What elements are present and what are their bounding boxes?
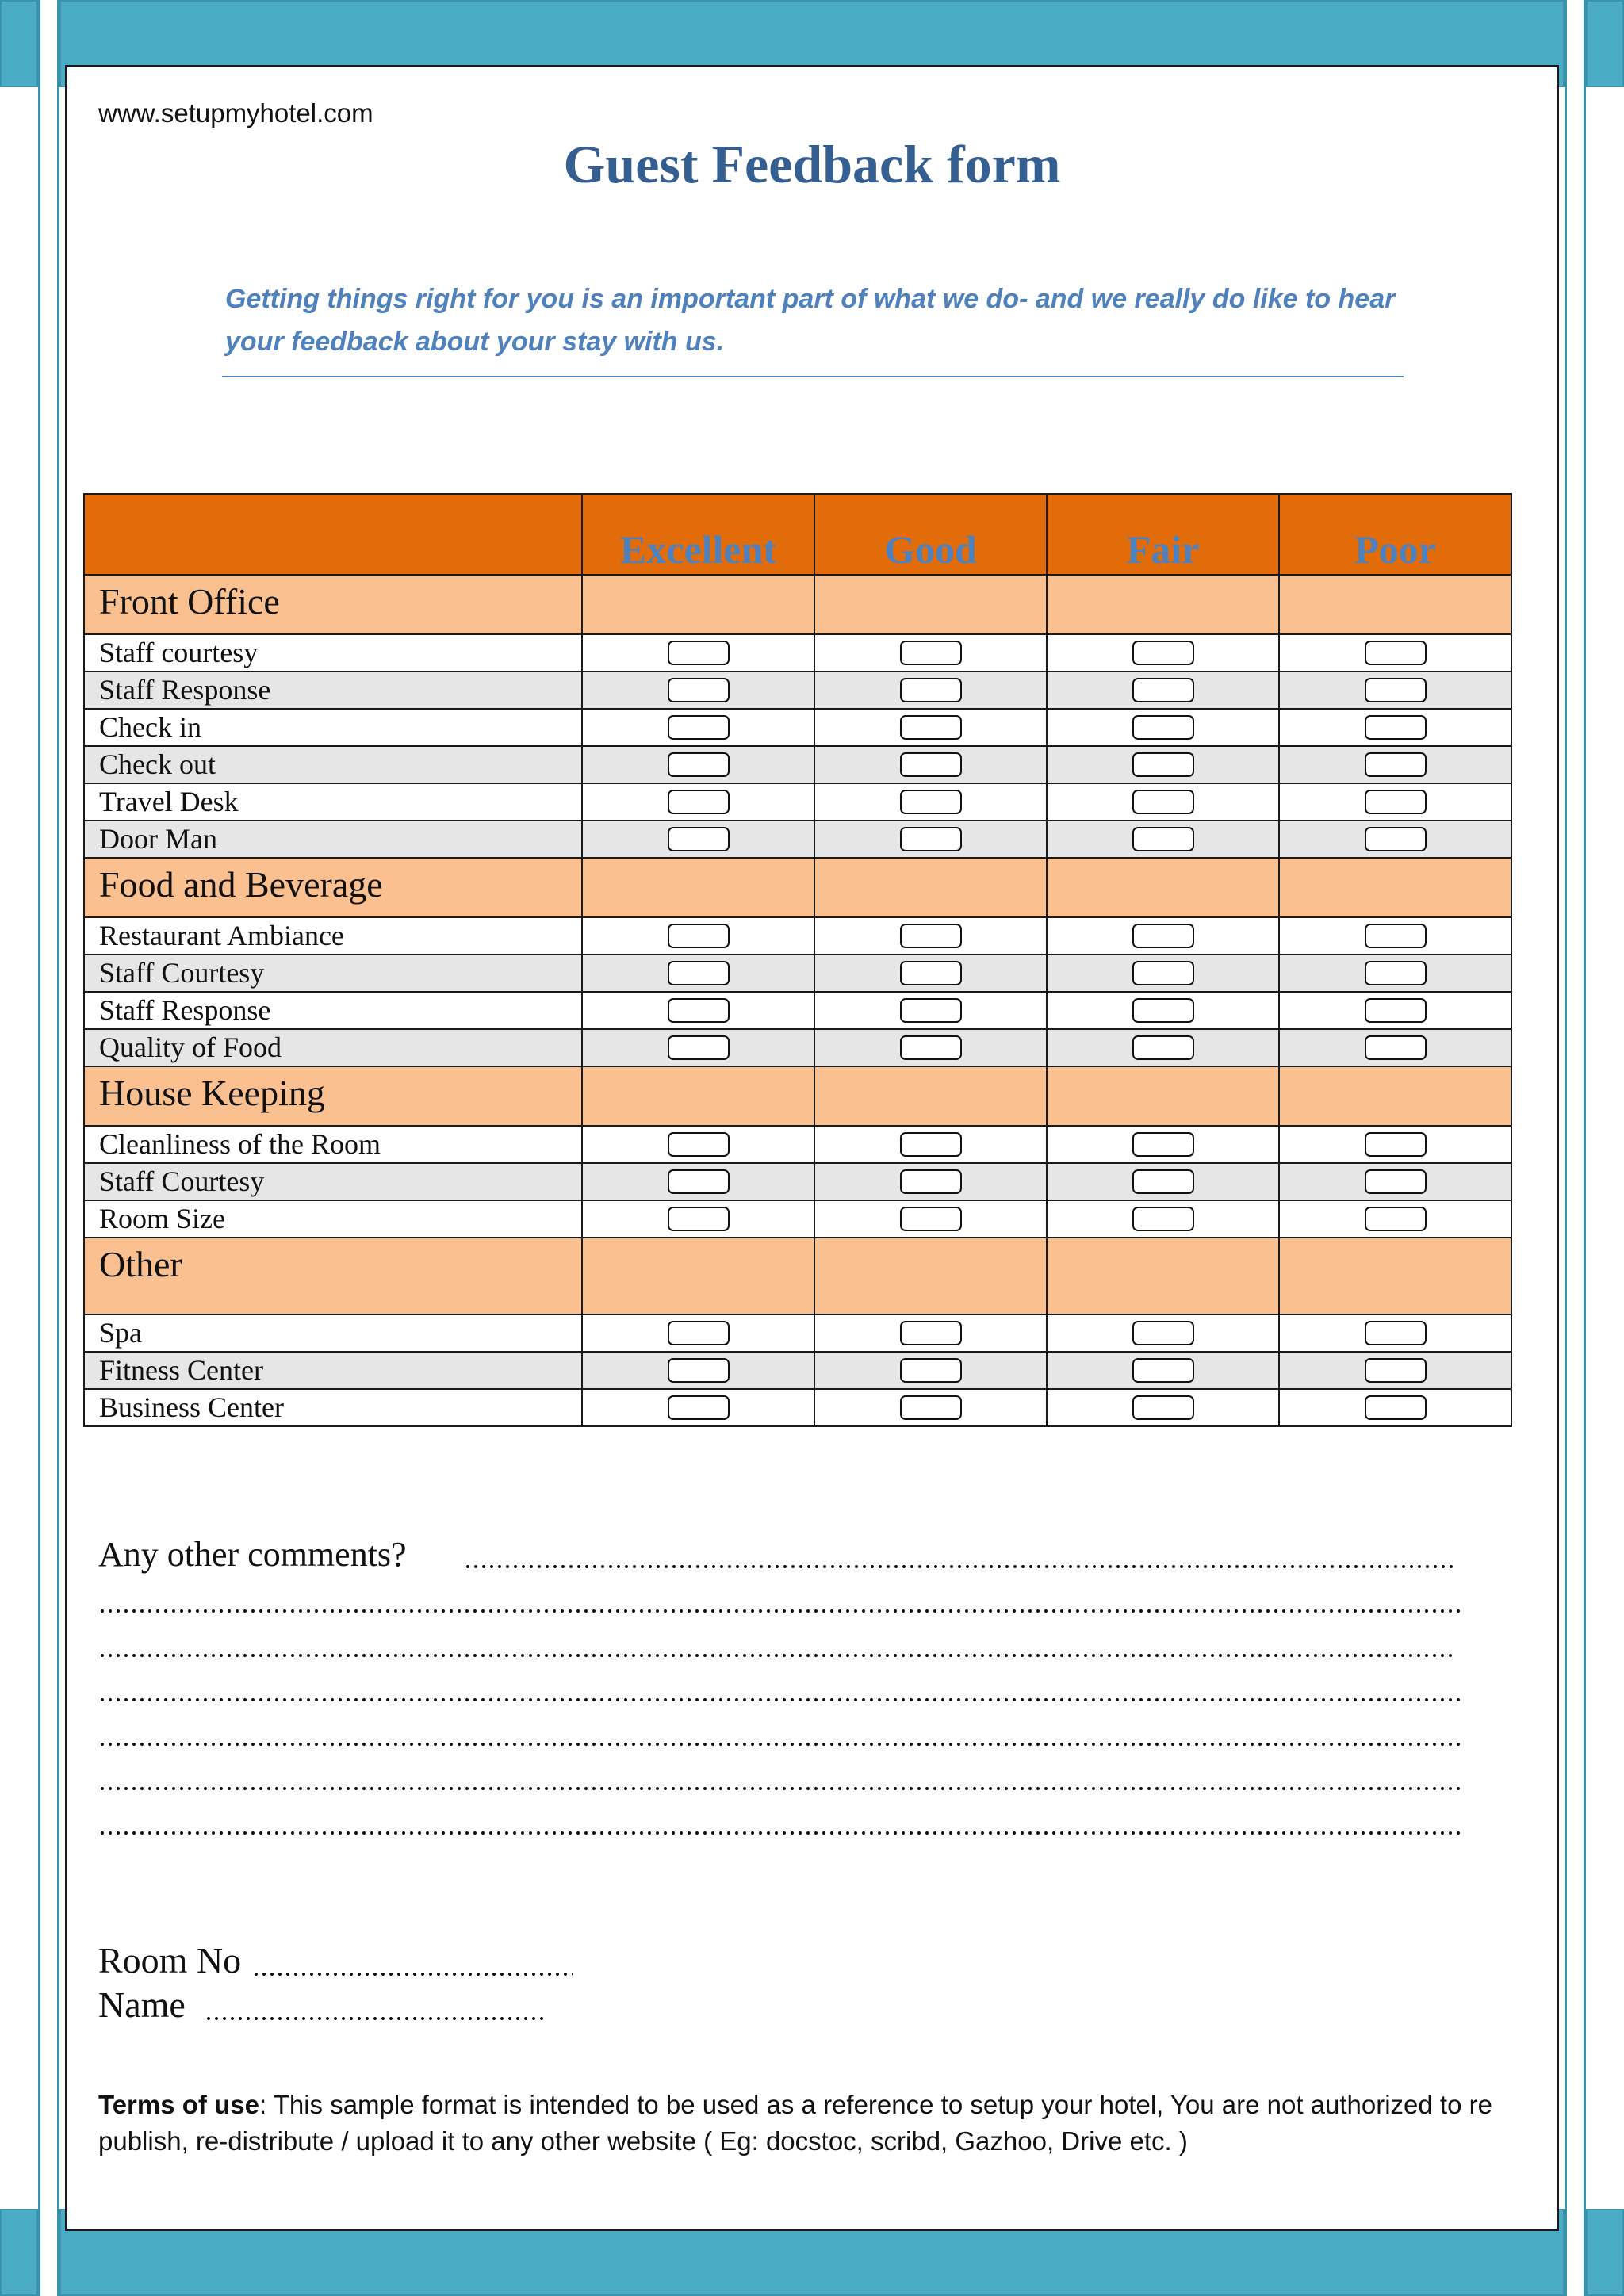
rating-cell-fair	[1047, 672, 1279, 709]
rating-cell-fair	[1047, 1200, 1279, 1238]
rating-row-travel-desk	[84, 783, 1511, 821]
room-no-input-line[interactable]	[252, 1973, 573, 1976]
name-input-line[interactable]	[205, 2017, 546, 2020]
intro-text: Getting things right for you is an important part of what we do- and we really do like to hear your feedback about your stay with us.	[225, 284, 1396, 357]
comments-line-6[interactable]	[98, 1787, 1462, 1790]
rating-row-staff-response	[84, 992, 1511, 1029]
section-title: Other	[84, 1238, 582, 1314]
column-header-poor: Poor	[1279, 494, 1511, 575]
rating-checkbox-poor[interactable]	[1365, 924, 1427, 948]
rating-checkbox-excellent[interactable]	[668, 961, 730, 985]
rating-checkbox-fair[interactable]	[1132, 1321, 1194, 1345]
rating-row-staff-courtesy	[84, 1163, 1511, 1200]
rating-cell-excellent	[582, 1029, 814, 1066]
rating-item-label: Restaurant Ambiance	[84, 917, 582, 955]
rating-cell-excellent	[582, 672, 814, 709]
rating-checkbox-poor[interactable]	[1365, 715, 1427, 740]
rating-cell-excellent	[582, 1126, 814, 1163]
rating-cell-excellent	[582, 821, 814, 858]
rating-checkbox-fair[interactable]	[1132, 641, 1194, 665]
rating-checkbox-good[interactable]	[900, 1321, 962, 1345]
rating-checkbox-excellent[interactable]	[668, 752, 730, 777]
comments-label: Any other comments?	[98, 1535, 407, 1574]
website-url[interactable]: www.setupmyhotel.com	[98, 98, 373, 128]
rating-checkbox-good[interactable]	[900, 790, 962, 814]
rating-item-label: Staff Response	[84, 992, 582, 1029]
rating-checkbox-fair[interactable]	[1132, 1035, 1194, 1060]
rating-checkbox-excellent[interactable]	[668, 790, 730, 814]
rating-cell-excellent	[582, 1314, 814, 1352]
rating-cell-fair	[1047, 821, 1279, 858]
rating-cell-good	[814, 672, 1047, 709]
rating-row-room-size	[84, 1200, 1511, 1238]
rating-cell-poor	[1279, 746, 1511, 783]
intro-divider	[222, 376, 1404, 377]
rating-cell-good	[814, 1389, 1047, 1426]
rating-row-staff-response	[84, 672, 1511, 709]
name-label: Name	[98, 1984, 186, 2025]
rating-checkbox-fair[interactable]	[1132, 715, 1194, 740]
rating-cell-good	[814, 709, 1047, 746]
page-title: Guest Feedback form	[563, 134, 1061, 194]
section-empty-cell	[814, 1238, 1047, 1314]
rating-cell-fair	[1047, 783, 1279, 821]
rating-checkbox-excellent[interactable]	[668, 1358, 730, 1383]
section-empty-cell	[1047, 858, 1279, 917]
section-empty-cell	[1047, 575, 1279, 634]
section-empty-cell	[582, 1066, 814, 1126]
rating-cell-poor	[1279, 672, 1511, 709]
rating-checkbox-excellent[interactable]	[668, 924, 730, 948]
section-row-other	[84, 1238, 1511, 1314]
rating-cell-poor	[1279, 1126, 1511, 1163]
section-empty-cell	[1047, 1066, 1279, 1126]
rating-checkbox-poor[interactable]	[1365, 1358, 1427, 1383]
rating-checkbox-poor[interactable]	[1365, 827, 1427, 851]
rating-cell-excellent	[582, 1163, 814, 1200]
rating-cell-good	[814, 917, 1047, 955]
rating-cell-excellent	[582, 1200, 814, 1238]
rating-cell-fair	[1047, 634, 1279, 672]
rating-item-label: Check out	[84, 746, 582, 783]
rating-checkbox-fair[interactable]	[1132, 827, 1194, 851]
rating-cell-poor	[1279, 1314, 1511, 1352]
rating-cell-excellent	[582, 1352, 814, 1389]
left-inner-edge-line	[57, 0, 59, 2296]
rating-item-label: Spa	[84, 1314, 582, 1352]
rating-cell-poor	[1279, 992, 1511, 1029]
rating-checkbox-good[interactable]	[900, 1169, 962, 1194]
rating-checkbox-poor[interactable]	[1365, 1321, 1427, 1345]
rating-cell-excellent	[582, 992, 814, 1029]
rating-checkbox-fair[interactable]	[1132, 1358, 1194, 1383]
section-empty-cell	[814, 575, 1047, 634]
section-empty-cell	[582, 1238, 814, 1314]
rating-cell-excellent	[582, 917, 814, 955]
terms-text: : This sample format is intended to be used as a reference to setup your hotel, You are not authorized to re publish, re-distribute / upload it to any other website ( Eg: docstoc, scribd, Gazhoo, Drive etc. )	[98, 2090, 1492, 2156]
rating-checkbox-excellent[interactable]	[668, 1132, 730, 1157]
rating-checkbox-good[interactable]	[900, 1358, 962, 1383]
rating-checkbox-excellent[interactable]	[668, 827, 730, 851]
rating-checkbox-poor[interactable]	[1365, 1132, 1427, 1157]
rating-cell-poor	[1279, 955, 1511, 992]
rating-cell-good	[814, 783, 1047, 821]
rating-checkbox-fair[interactable]	[1132, 924, 1194, 948]
rating-cell-fair	[1047, 992, 1279, 1029]
rating-row-staff-courtesy	[84, 634, 1511, 672]
rating-cell-fair	[1047, 1352, 1279, 1389]
section-empty-cell	[1279, 575, 1511, 634]
rating-cell-good	[814, 1029, 1047, 1066]
rating-checkbox-fair[interactable]	[1132, 998, 1194, 1023]
rating-row-door-man	[84, 821, 1511, 858]
column-header-good: Good	[814, 494, 1047, 575]
rating-checkbox-good[interactable]	[900, 1395, 962, 1420]
rating-cell-excellent	[582, 634, 814, 672]
rating-checkbox-good[interactable]	[900, 924, 962, 948]
right-edge-line	[1584, 0, 1586, 2296]
rating-cell-excellent	[582, 746, 814, 783]
rating-cell-fair	[1047, 1126, 1279, 1163]
rating-checkbox-excellent[interactable]	[668, 641, 730, 665]
rating-cell-fair	[1047, 1163, 1279, 1200]
rating-checkbox-poor[interactable]	[1365, 998, 1427, 1023]
rating-cell-poor	[1279, 1352, 1511, 1389]
rating-cell-fair	[1047, 1389, 1279, 1426]
rating-cell-good	[814, 1352, 1047, 1389]
rating-checkbox-poor[interactable]	[1365, 961, 1427, 985]
rating-checkbox-poor[interactable]	[1365, 678, 1427, 702]
section-empty-cell	[1279, 1066, 1511, 1126]
rating-row-check-in	[84, 709, 1511, 746]
rating-checkbox-poor[interactable]	[1365, 1395, 1427, 1420]
rating-cell-fair	[1047, 746, 1279, 783]
section-title: Front Office	[84, 575, 582, 634]
rating-cell-excellent	[582, 783, 814, 821]
rating-cell-poor	[1279, 709, 1511, 746]
bottom-banner-right	[1586, 2209, 1624, 2296]
rating-cell-excellent	[582, 709, 814, 746]
rating-checkbox-poor[interactable]	[1365, 1035, 1427, 1060]
rating-checkbox-excellent[interactable]	[668, 715, 730, 740]
section-title: House Keeping	[84, 1066, 582, 1126]
terms-of-use	[98, 2087, 1510, 2160]
section-empty-cell	[1279, 1238, 1511, 1314]
rating-item-label: Check in	[84, 709, 582, 746]
rating-checkbox-excellent[interactable]	[668, 1207, 730, 1231]
rating-cell-poor	[1279, 821, 1511, 858]
column-header-fair: Fair	[1047, 494, 1279, 575]
comments-line-1[interactable]	[464, 1565, 1457, 1568]
ratings-table	[83, 493, 1512, 1427]
right-inner-edge-line	[1565, 0, 1567, 2296]
section-empty-cell	[814, 858, 1047, 917]
rating-cell-poor	[1279, 1389, 1511, 1426]
comments-line-7[interactable]	[98, 1831, 1462, 1835]
rating-checkbox-fair[interactable]	[1132, 1132, 1194, 1157]
rating-item-label: Staff Courtesy	[84, 1163, 582, 1200]
rating-checkbox-poor[interactable]	[1365, 790, 1427, 814]
section-empty-cell	[582, 575, 814, 634]
rating-checkbox-good[interactable]	[900, 1035, 962, 1060]
rating-row-cleanliness-of-the-room	[84, 1126, 1511, 1163]
rating-item-label: Room Size	[84, 1200, 582, 1238]
rating-cell-excellent	[582, 1389, 814, 1426]
rating-checkbox-good[interactable]	[900, 641, 962, 665]
rating-cell-fair	[1047, 955, 1279, 992]
rating-checkbox-excellent[interactable]	[668, 678, 730, 702]
comments-line-2[interactable]	[98, 1609, 1462, 1613]
rating-checkbox-excellent[interactable]	[668, 1169, 730, 1194]
section-row-food-and-beverage	[84, 858, 1511, 917]
rating-checkbox-good[interactable]	[900, 1132, 962, 1157]
rating-cell-good	[814, 1126, 1047, 1163]
rating-cell-good	[814, 634, 1047, 672]
rating-cell-good	[814, 1163, 1047, 1200]
column-header-excellent: Excellent	[582, 494, 814, 575]
rating-checkbox-fair[interactable]	[1132, 790, 1194, 814]
rating-checkbox-poor[interactable]	[1365, 752, 1427, 777]
rating-cell-good	[814, 1200, 1047, 1238]
rating-item-label: Door Man	[84, 821, 582, 858]
rating-item-label: Staff courtesy	[84, 634, 582, 672]
section-empty-cell	[582, 858, 814, 917]
rating-row-spa	[84, 1314, 1511, 1352]
rating-cell-good	[814, 821, 1047, 858]
comments-line-3[interactable]	[98, 1654, 1454, 1657]
top-banner-left	[0, 0, 38, 87]
rating-cell-poor	[1279, 1163, 1511, 1200]
section-empty-cell	[1279, 858, 1511, 917]
rating-item-label: Travel Desk	[84, 783, 582, 821]
room-no-label: Room No	[98, 1940, 242, 1980]
rating-checkbox-good[interactable]	[900, 961, 962, 985]
comments-line-4[interactable]	[98, 1698, 1462, 1701]
rating-checkbox-poor[interactable]	[1365, 641, 1427, 665]
rating-row-quality-of-food	[84, 1029, 1511, 1066]
rating-cell-fair	[1047, 917, 1279, 955]
section-empty-cell	[814, 1066, 1047, 1126]
rating-checkbox-good[interactable]	[900, 998, 962, 1023]
rating-checkbox-good[interactable]	[900, 715, 962, 740]
rating-checkbox-fair[interactable]	[1132, 1169, 1194, 1194]
rating-cell-good	[814, 746, 1047, 783]
rating-checkbox-fair[interactable]	[1132, 1395, 1194, 1420]
rating-checkbox-good[interactable]	[900, 827, 962, 851]
rating-item-label: Staff Courtesy	[84, 955, 582, 992]
rating-checkbox-excellent[interactable]	[668, 998, 730, 1023]
section-row-front-office	[84, 575, 1511, 634]
section-title: Food and Beverage	[84, 858, 582, 917]
rating-row-staff-courtesy	[84, 955, 1511, 992]
rating-checkbox-poor[interactable]	[1365, 1169, 1427, 1194]
rating-item-label: Cleanliness of the Room	[84, 1126, 582, 1163]
left-edge-line	[38, 0, 40, 2296]
comments-line-5[interactable]	[98, 1743, 1462, 1746]
rating-cell-excellent	[582, 955, 814, 992]
header-blank-cell	[84, 494, 582, 575]
rating-item-label: Fitness Center	[84, 1352, 582, 1389]
top-banner-right	[1586, 0, 1624, 87]
rating-cell-poor	[1279, 1200, 1511, 1238]
rating-row-check-out	[84, 746, 1511, 783]
rating-item-label: Staff Response	[84, 672, 582, 709]
rating-cell-good	[814, 992, 1047, 1029]
ratings-header-row	[84, 494, 1511, 575]
rating-checkbox-fair[interactable]	[1132, 1207, 1194, 1231]
rating-checkbox-good[interactable]	[900, 1207, 962, 1231]
rating-checkbox-excellent[interactable]	[668, 1321, 730, 1345]
rating-cell-poor	[1279, 783, 1511, 821]
rating-cell-good	[814, 955, 1047, 992]
section-row-house-keeping	[84, 1066, 1511, 1126]
rating-cell-fair	[1047, 1314, 1279, 1352]
rating-cell-good	[814, 1314, 1047, 1352]
rating-row-restaurant-ambiance	[84, 917, 1511, 955]
rating-checkbox-fair[interactable]	[1132, 678, 1194, 702]
rating-cell-poor	[1279, 1029, 1511, 1066]
rating-cell-poor	[1279, 634, 1511, 672]
rating-row-fitness-center	[84, 1352, 1511, 1389]
rating-checkbox-good[interactable]	[900, 678, 962, 702]
rating-checkbox-excellent[interactable]	[668, 1035, 730, 1060]
rating-cell-fair	[1047, 1029, 1279, 1066]
rating-cell-fair	[1047, 709, 1279, 746]
terms-label: Terms of use	[98, 2090, 259, 2119]
rating-checkbox-good[interactable]	[900, 752, 962, 777]
rating-checkbox-excellent[interactable]	[668, 1395, 730, 1420]
section-empty-cell	[1047, 1238, 1279, 1314]
rating-cell-poor	[1279, 917, 1511, 955]
bottom-banner-left	[0, 2209, 38, 2296]
rating-checkbox-poor[interactable]	[1365, 1207, 1427, 1231]
rating-checkbox-fair[interactable]	[1132, 752, 1194, 777]
rating-row-business-center	[84, 1389, 1511, 1426]
rating-item-label: Quality of Food	[84, 1029, 582, 1066]
rating-item-label: Business Center	[84, 1389, 582, 1426]
rating-checkbox-fair[interactable]	[1132, 961, 1194, 985]
